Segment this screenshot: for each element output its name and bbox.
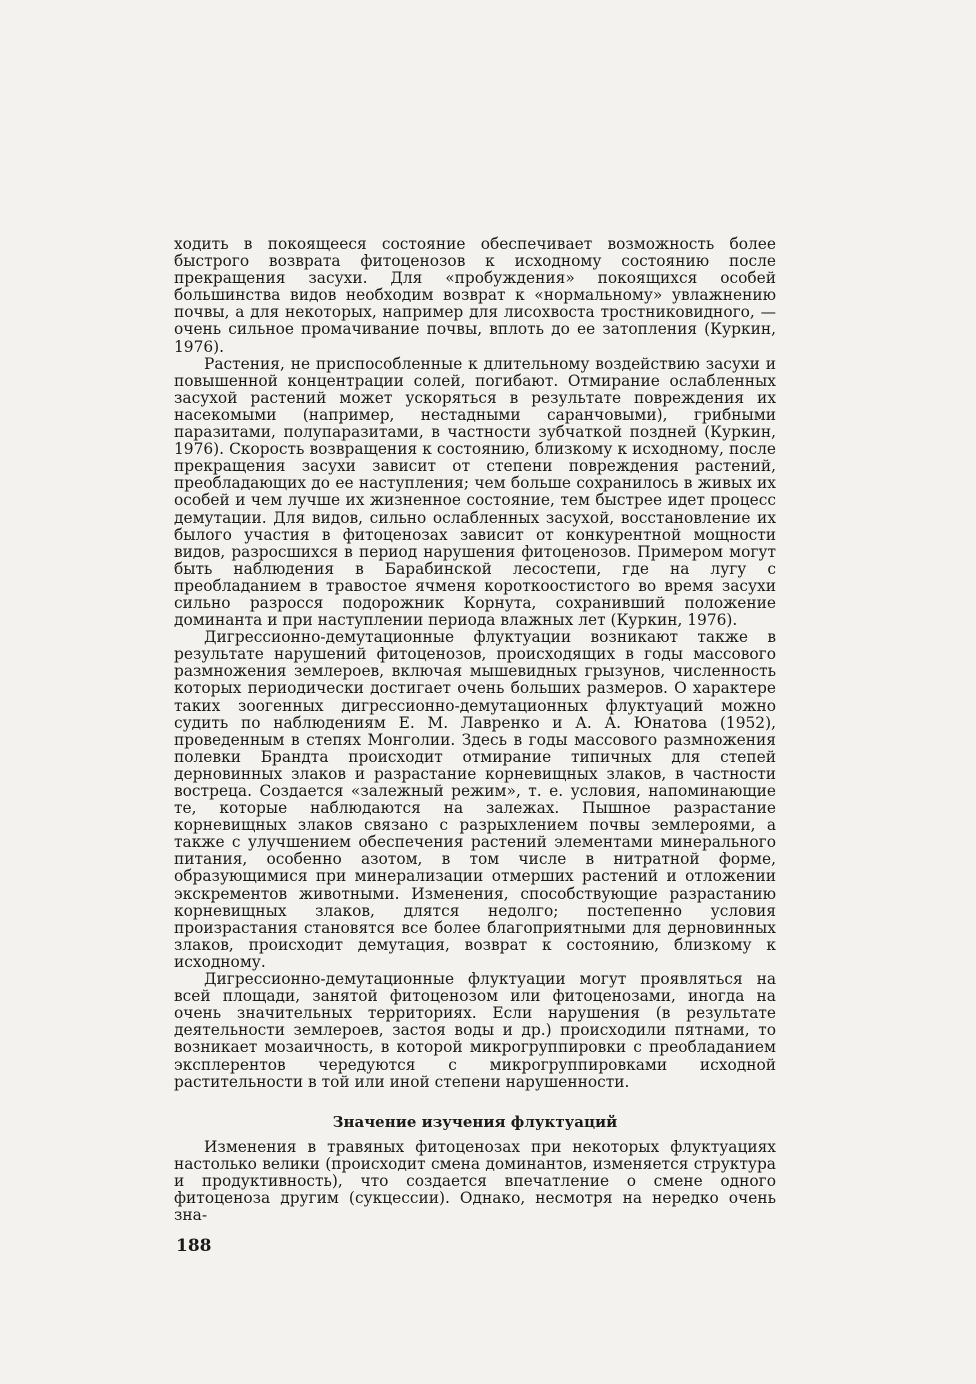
paragraph-plants-drought: Растения, не приспособленные к длительному воздействию засухи и повышенной концентрации солей, погибают. Отмирание ослабленных засухой растений может ускоряться в результате повреждения их насекомыми (например, нестадными саранчовыми), грибными паразитами, полупаразитами, в частности зубчаткой поздней (Куркин, 1976). Скорость возвращения к состоянию, близкому к исходному, после прекращения засухи зависит от степени повреждения растений, преобладающих до ее наступления; чем больше сохранилось в живых их особей и чем лучше их жизненное состояние, тем быстрее идет процесс демутации. Для видов, сильно ослабленных засухой, восстановление их былого участия в фитоценозах зависит от конкурентной мощности видов, разросшихся в период нарушения фитоценозов. Примером могут быть наблюдения в Барабинской лесостепи, где на лугу с преобладанием в травостое ячменя короткоостистого во время засухи сильно разросся подорожник Корнута, сохранивший положение доминанта и при наступлении периода влажных лет (Куркин, 1976). <box>174 354 776 630</box>
section-heading: Значение изучения флуктуаций <box>332 1112 618 1131</box>
paragraph-area-fluctuations: Дигрессионно-демутационные флуктуации могут проявляться на всей площади, занятой фитоценозом или фитоценозами, иногда на очень значительных территориях. Если нарушения (в результате деятельности землероев, застоя воды и др.) происходили пятнами, то возникает мозаичность, в которой микрогруппировки с преобладанием эксплерентов чередуются с микрогруппировками исходной растительности в той или иной степени нарушенности. <box>174 970 776 1091</box>
paragraph-significance: Изменения в травяных фитоценозах при некоторых флуктуациях настолько велики (происходит смена доминантов, изменяется структура и продуктивность), что создается впечатление о смене одного фитоценоза другим (сукцессии). Однако, несмотря на нередко очень зна- <box>174 1137 776 1225</box>
paragraph-zoogenic-fluctuations: Дигрессионно-демутационные флуктуации возникают также в результате нарушений фитоценозов, происходящих в годы массового размножения землероев, включая мышевидных грызунов, численность которых периодически достигает очень больших размеров. О характере таких зоогенных дигрессионно-демутационных флуктуаций можно судить по наблюдениям Е. М. Лавренко и А. А. Юнатова (1952), проведенным в степях Монголии. Здесь в годы массового размножения полевки Брандта происходит отмирание типичных для степей дерновинных злаков и разрастание корневищных злаков, в частности востреца. Создается «залежный режим», т. е. условия, напоминающие те, которые наблюдаются на залежах. Пышное разрастание корневищных злаков связано с разрыхлением почвы землероями, а также с улучшением обеспечения растений элементами минерального питания, особенно азотом, в том числе в нитратной форме, образующимися при минерализации отмерших растений и отложении экскрементов животными. Изменения, способствующие разрастанию корневищных злаков, длятся недолго; постепенно условия произрастания становятся все более благоприятными для дерновинных злаков, происходит демутация, возврат к состоянию, близкому к исходному. <box>174 628 776 971</box>
page-body <box>174 236 776 1224</box>
paragraph-continuation: ходить в покоящееся состояние обеспечивает возможность более быстрого возврата фитоценозов к исходному состоянию после прекращения засухи. Для «пробуждения» покоящихся особей большинства видов необходим возврат к «нормальному» увлажнению почвы, а для некоторых, например для лисохвоста тростниковидного, — очень сильное промачивание почвы, вплоть до ее затопления (Куркин, 1976). <box>174 235 776 356</box>
page-number: 188 <box>176 1236 212 1256</box>
